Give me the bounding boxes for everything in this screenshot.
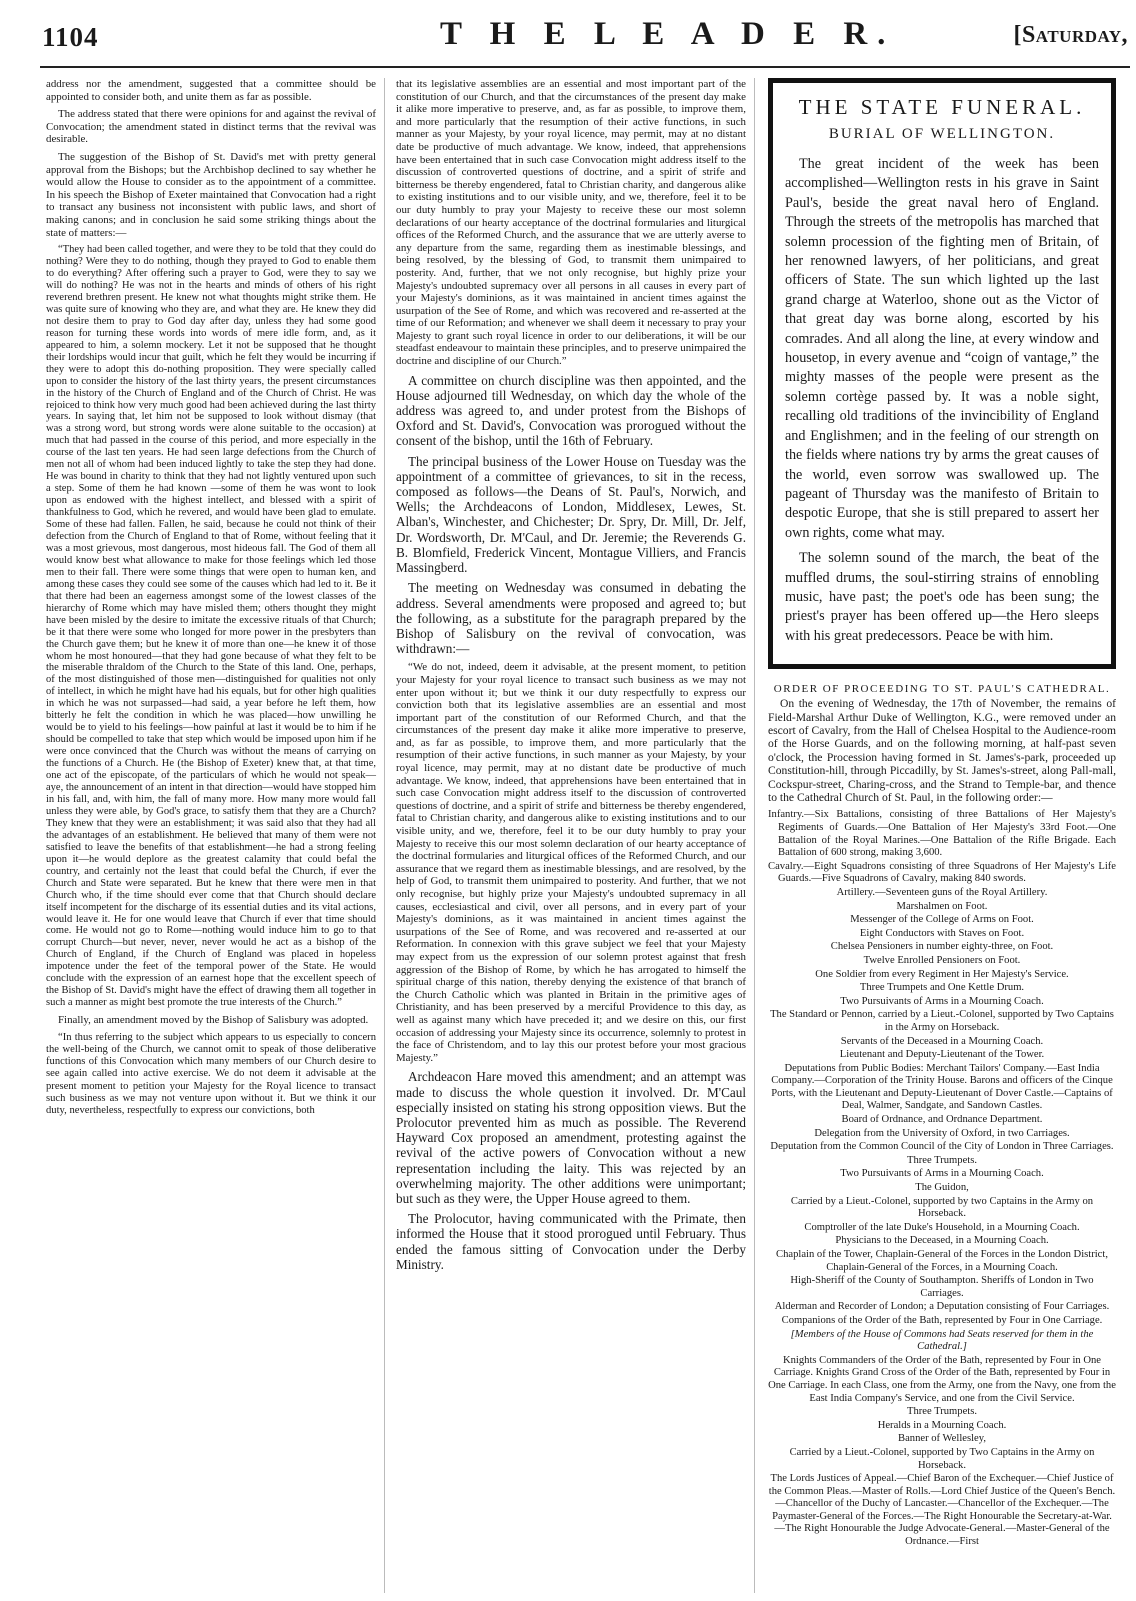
paragraph: that its legislative assemblies are an essential and most important part of the constitution of our Church, and that the circumstances of the present day make it alike more imperative to preserve, and, as far as possible, to improve them, and more particularly that the resumption of their active functions, in such manner as your Majesty, by your royal licence, may permit, may at no distant date be productive of much advantage. We know, indeed, that apprehensions have been entertained that in such case Convocation might address itself to the discussion of controverted questions of doctrine, and a spirit of strife and bitterness be thereby engendered, fatal to Christian charity, and dangerous alike to existing institutions and to our visible unity, and we, therefore, feel it to be our duty humbly to pray your Majesty to receive these our most solemn declarations of our hearty acceptance of the doctrinal formularies and liturgical offices of the Reformed Church, and the assurance that we are utterly averse to any departure from the same, regarding them as inestimable blessings, and being resolved, by the blessing of God, to transmit them unimpaired to posterity. And, further, that we not only recognise, but highly prize your Majesty's undoubted supremacy over all persons in all causes in every part of your Majesty's dominions, as it was maintained in ancient times against the usurpation of the See of Rome, and which was recovered and re-asserted at the time of our Reformation; and whenever we shall deem it necessary to pray your Majesty to grant such royal licence in order to our deliberations, it will be our steadfast endeavour to maintain these principles, and to preserve unimpaired the doctrine and discipline of our Church.” — [396, 78, 746, 368]
issue-day: [Saturday, — [1013, 22, 1128, 48]
list-item: Cavalry.—Eight Squadrons consisting of three Squadrons of Her Majesty's Life Guards.—Five Squadrons of Cavalry, making 840 swords. — [768, 860, 1116, 885]
list-item: Marshalmen on Foot. — [896, 900, 988, 912]
list-item: Deputations from Public Bodies: Merchant Tailors' Company.—East India Company.—Corporation of the Trinity House. Barons and officers of the Cinque Ports, with the Lieutenant and Deputy-Lieutenant of Dover Castle.—Captains of Deal, Walmer, Sandgate, and Sandown Castles. — [771, 1062, 1113, 1112]
list-item: Alderman and Recorder of London; a Deputation consisting of Four Carriages. — [774, 1301, 1110, 1313]
quoted-amendment: “In thus referring to the subject which appears to us especially to concern the well-being of the Church, we cannot omit to speak of those deliberative functions of this Convocation which many members of our Church desire to see again called into active exercise. We do not deem it advisable at the present moment to petition your Majesty for the Royal licence to transact such business as we may not venture upon without it. But we think it our duty, nevertheless, respectfully to express our convictions, both — [46, 1031, 376, 1116]
masthead-title: T H E L E A D E R. — [440, 16, 896, 52]
list-item: Delegation from the University of Oxford, in two Carriages. — [814, 1127, 1070, 1139]
list-item: One Soldier from every Regiment in Her Majesty's Service. — [815, 968, 1069, 980]
list-item: The Lords Justices of Appeal.—Chief Baron of the Exchequer.—Chief Justice of the Common Pleas.—Master of Rolls.—Lord Chief Justice of the Queen's Bench.—Chancellor of the Duchy of Lancaster.—Chancellor of the Exchequer.—The Paymaster-General of the Forces.—The Right Honourable the Secretary-at-War.—The Right Honourable the Judge Advocate-General.—Master-General of the Ordnance.—First — [768, 1473, 1116, 1548]
list-item: Three Trumpets. — [906, 1154, 978, 1166]
column-3 — [768, 78, 1116, 1593]
paragraph: The address stated that there were opinions for and against the revival of Convocation; the amendment stated in distinct terms that the revival was desirable. — [46, 108, 376, 146]
paragraph: The principal business of the Lower House on Tuesday was the appointment of a committee of grievances, to sit in the recess, composed as follows—the Deans of St. Paul's, Norwich, and Wells; the Archdeacons of London, Middlesex, Lewes, St. Alban's, Winchester, and Chichester; Dr. Spry, Dr. Mill, Dr. Jelf, Dr. Wordsworth, Dr. M'Caul, and Dr. Jeremie; the Reverends G. B. Blomfield, Frederick Vincent, Montague Villiers, and Francis Massingberd. — [396, 453, 746, 576]
paragraph: The suggestion of the Bishop of St. David's met with pretty general approval from the Bishops; but the Archbishop declined to say whether he would allow the House to consider as to the appointment of a committee. In his speech the Bishop of Exeter maintained that Convocation had a right to transact any business not inconsistent with public laws, and short of making canons; and in conclusion he said some striking things about the state of matters:— — [46, 150, 376, 239]
funeral-title: THE STATE FUNERAL. — [798, 95, 1086, 119]
list-item: Two Pursuivants of Arms in a Mourning Coach. — [840, 995, 1044, 1007]
page-number: 1104 — [42, 22, 99, 52]
list-item: High-Sheriff of the County of Southampton. Sheriffs of London in Two Carriages. — [790, 1275, 1094, 1299]
page-header — [0, 0, 1136, 70]
list-item: The Guidon, — [915, 1182, 969, 1194]
list-item: Three Trumpets. — [906, 1406, 978, 1418]
paragraph: A committee on church discipline was then appointed, and the House adjourned till Wednesday, on which day the whole of the address was agreed to, and under protest from the Bishops of Oxford and St. David's, Convocation was prorogued without the consent of the bishop, until the 16th of February. — [396, 372, 746, 449]
list-item: Chaplain of the Tower, Chaplain-General of the Forces in the London District, Chaplain-General of the Forces, in a Mourning Coach. — [776, 1249, 1108, 1273]
order-title: ORDER OF PROCEEDING TO ST. PAUL'S CATHEDRAL. — [773, 683, 1111, 696]
list-item: Chelsea Pensioners in number eighty-three, on Foot. — [830, 941, 1054, 953]
list-item: Infantry.—Six Battalions, consisting of three Battalions of Her Majesty's Regiments of Guards.—One Battalion of Her Majesty's 33rd Foot.—One Battalion of the Royal Marines.—One Battalion of the Rifle Brigade. Each Battalion of 600 strong, making 3,600. — [768, 809, 1116, 859]
paragraph: The meeting on Wednesday was consumed in debating the address. Several amendments were proposed and agreed to; but the following, as a substitute for the paragraph prepared by the Bishop of Salisbury on the revival of convocation, was withdrawn:— — [396, 580, 746, 657]
list-item: Messenger of the College of Arms on Foot. — [850, 914, 1034, 926]
list-item: Two Pursuivants of Arms in a Mourning Coach. — [840, 1168, 1044, 1180]
paragraph: address nor the amendment, suggested that a committee should be appointed to consider both, and unite them as far as possible. — [46, 78, 376, 103]
list-item: Carried by a Lieut.-Colonel, supported by two Captains in the Army on Horseback. — [790, 1195, 1094, 1220]
funeral-subtitle: BURIAL OF WELLINGTON. — [828, 126, 1056, 142]
list-item: The Standard or Pennon, carried by a Lieut.-Colonel, supported by Two Captains in the Army on Horseback. — [770, 1009, 1114, 1033]
funeral-paragraph: The great incident of the week has been accomplished—Wellington rests in his grave in Saint Paul's, beside the great naval hero of England. Through the streets of the metropolis has marched that solemn procession of the fighting men of Britain, of her renowned lawyers, of her politicians, and great officers of State. The sun which lighted up the last grand charge at Waterloo, shone out as the Victor of that great day was borne along, escorted by his comrades. And all along the line, at every window and housetop, in every avenue and “coign of vantage,” the mighty masses of the people were present as the solemn cortège passed by. It was a noble sight, recalling old traditions of the invincibility of England and Englishmen; and in the feeling of our strength on the fields where nations try by arms the great causes of the world, even sorrow was swallowed up. The pageant of Thursday was the manifesto of Britain to despotic Europe, that she is still prepared to assert her own rights, come what may. — [785, 156, 1099, 541]
order-intro: On the evening of Wednesday, the 17th of November, the remains of Field-Marshal Arthur Duke of Wellington, K.G., were removed under an escort of Cavalry, from the Hall of Chelsea Hospital to the Audience-room of the Horse Guards, and on the following morning, at half-past seven o'clock, the Procession having formed in St. James's-park, proceeded up Constitution-hill, through Piccadilly, by St. James's-street, along Pall-mall, Cockspur-street, Charing-cross, and the Strand to Temple-bar, and thence to the Cathedral Church of St. Paul, in the following order:— — [768, 697, 1116, 804]
list-item: Carried by a Lieut.-Colonel, supported by Two Captains in the Army on Horseback. — [789, 1446, 1095, 1471]
paragraph: The Prolocutor, having communicated with the Primate, then informed the House that it stood prorogued until February. Thus ended the famous sitting of Convocation under the Derby Ministry. — [396, 1211, 746, 1272]
list-item: Deputation from the Common Council of the City of London in Three Carriages. — [770, 1141, 1114, 1153]
quoted-speech: “They had been called together, and were they to be told that they could do nothing? Were they to do nothing, though they prayed to God to enable them to do everything? After offering such a prayer to God, were they to say we will do nothing? He was not in the hearts and minds of others of his right reverend brethren present. He knew not what thoughts might strike them. He was quite sure of knowing who they are, and what they are. He knew they did not desire them to pray to God day after day, unless they had some good reason for turning these words into words of mere idle form, and, as it appeared to him, a solemn mockery. Let it not be supposed that he thought their lordships would incur that guilt, which he felt they would be incurring if they were to adopt this do-nothing proposition. They were specially called upon to consider the history of the last thirty years, the present circumstances in the history of the Church of England and of the Church of Christ. He was rejoiced to think how very much good had been achieved during the last thirty years. In saying that, let him not be supposed to look without dismay (that was a strong word, but strong words were alone suitable to the occasion) at much that had passed in the course of this period, and more especially in the course of the last ten years. He had seen large defections from the Church of men not all of whom had been induced lightly to take the step they had done. He was bound in charity to think that they had not lightly ventured upon such a step. Some of them he had known —some of them he was wont to look upon as endowed with the highest intellect, and blessed with a spirit of thankfulness to God, which he revered, and would have been glad to emulate. Some of these had fallen. Fallen, he said, because he could not think of their defection from the Church of England to that of Rome, without feeling that it was a most grievous, most dangerous, most hideous fall. The God of them all would know best what allowance to make for those feelings which led those men to their fall. There were some things that were open to human ken, and among these cases they could see some of the causes which had led to it. Be it that there had been an eagerness amongst some of the lowest classes of the hierarchy of Rome which may have misled them; others thought they might have been misled by the desire to imitate the excessive rituals of that Church; be it that there were some who longed for more power in the presbyters than the Church gave them; but he knew it of more than one—he knew it of those whom he most honoured—that they had gone because of what they felt to be the miserable thraldom of the Church to the State of this land. One, perhaps, of the most distinguished of those men—distinguished for qualities not only of intellect, in which he might have had his equals, but for other high qualities in which he was not surpassed—had said, a year before he left them, how bitterly he felt the condition in which he was placed—how unwilling he would be to yield to his feelings—how painful at last it would be to him if he should be compelled to take that step which would be imposed upon him if he were once convinced that the Church was without the means of carrying on the functions of a Church. He (the Bishop of Exeter) knew that, at that time, one act of the episcopate, of the particulars of which he would not speak—aye, the announcement of an intent in that direction—would have stopped him in his fall, and, with him, the fall of many more. How many more would fall unless they were able, by God's grace, to satisfy them that they are a Church? They knew that they were an establishment; it was said also that they had all the advantages of an establishment. He believed that many of them were not satisfied to leave the benefits of that establishment—he had a strong feeling upon it—he would deplore as the greatest calamity that could befal the country, and certainly not the least that could befal the Church, if ever the Church and State were separated. But he knew that there were men in that Church who, if the time should ever come that that Church should declare itself incompetent for the discharge of its essential duties and its vital actions, would leave it. He for one would leave that Church if ever that time should come. He would not go to Rome—nothing would induce him to go to that corrupt Church—but never, never, never would he act as a bishop of the Church of England, if the Church of England was placed in hopeless impotence under the feet of the temporal power of the State. He would conclude with the expression of an earnest hope that the excellent speech of the Bishop of St. David's might have the effect of drawing them all together in such a manner as might best promote the true interests of the Church.” — [46, 244, 376, 1009]
list-item: [Members of the House of Commons had Seats reserved for them in the Cathedral.] — [790, 1328, 1094, 1353]
state-funeral-box — [768, 78, 1116, 669]
order-list — [768, 809, 1116, 1548]
list-item: Knights Commanders of the Order of the Bath, represented by Four in One Carriage. Knights Grand Cross of the Order of the Bath, represented by Four in One Carriage. In each Class, one from the Army, one from the Navy, one from the East India Company's Service, and one from the Civil Service. — [768, 1354, 1116, 1404]
list-item: Three Trumpets and One Kettle Drum. — [859, 982, 1025, 994]
column-1 — [46, 78, 385, 1593]
list-item: Banner of Wellesley, — [898, 1433, 986, 1445]
list-item: Board of Ordnance, and Ordnance Department. — [841, 1114, 1043, 1126]
paragraph: Archdeacon Hare moved this amendment; and an attempt was made to discuss the whole question it involved. Dr. M'Caul especially insisted on stating his strong opposition views. But the Prolocutor prevented him as much as possible. The Reverend Hayward Cox proposed an amendment, protesting against the revival of the active powers of Convocation without a new representation including the laity. This was rejected by an overwhelming majority. The other additions were unimportant; but such as they were, the Upper House agreed to them. — [396, 1069, 746, 1206]
quoted-amendment: “We do not, indeed, deem it advisable, at the present moment, to petition your Majesty for your royal licence to transact such business as we may not enter upon without it; but we think it our duty respectfully to express our conviction both that its legislative assemblies are an essential and most important part of the constitution of our Reformed Church, and that the circumstances of the present day make it alike more imperative to preserve, and, as far as possible, to improve them, and more particularly that the resumption of their active functions, in such manner as your Majesty, by your royal licence, may permit, may at no distant date be productive of much advantage. We know, indeed, that apprehensions have been entertained that in such case Convocation might address itself to the discussion of controverted questions of doctrine, and a spirit of strife and bitterness be thereby engendered, fatal to Christian charity, and dangerous alike to existing institutions and to our visible unity, and we, therefore, feel it to be our duty humbly to pray your Majesty to receive this our most solemn declaration of our hearty acceptance of the doctrinal formularies and liturgical offices of the Reformed Church, and our assurance that we regard them as inestimable blessings, and are resolved, by the help of God, to transmit them unimpaired to posterity. And further, that we not only recognise, but highly prize your Majesty's undoubted supremacy in all causes, ecclesiastical and civil, over all persons, and in every part of your Majesty's dominions, as it was maintained in ancient times against the usurpations of the See of Rome, and was recovered and re-asserted at our Reformation. In connexion with this grave subject we feel that your Majesty may expect from us the expression of our solemn protest against that fresh aggression of the Bishop of Rome, by which he has arrogated to himself the spiritual charge of this nation, thereby denying the existence of that branch of the Church Catholic which was planted in Britain in the primitive ages of Christianity, and has been preserved by a merciful Providence to this day, as well as against many which have preceded it; and we desire on this, our first occasion of addressing your Majesty since its occurrence, solemnly to protest in the face of Christendom, and to lay this our protest before your most gracious Majesty.” — [396, 661, 746, 1064]
list-item: Servants of the Deceased in a Mourning Coach. — [840, 1035, 1044, 1047]
list-item: Heralds in a Mourning Coach. — [877, 1419, 1007, 1431]
list-item: Companions of the Order of the Bath, represented by Four in One Carriage. — [781, 1314, 1103, 1326]
paragraph: Finally, an amendment moved by the Bishop of Salisbury was adopted. — [58, 1014, 369, 1027]
list-item: Eight Conductors with Staves on Foot. — [859, 927, 1025, 939]
list-item: Lieutenant and Deputy-Lieutenant of the Tower. — [839, 1049, 1045, 1061]
list-item: Twelve Enrolled Pensioners on Foot. — [863, 954, 1021, 966]
list-item: Artillery.—Seventeen guns of the Royal Artillery. — [836, 886, 1048, 898]
funeral-paragraph: The solemn sound of the march, the beat of the muffled drums, the soul-stirring strains of ennobling music, have past; the poet's ode has been sung; the priest's prayer has been offered up—the Hero sleeps with his great predecessors. Peace be with him. — [785, 550, 1099, 644]
list-item: Comptroller of the late Duke's Household, in a Mourning Coach. — [804, 1221, 1080, 1233]
header-rule — [40, 66, 1130, 68]
column-2 — [396, 78, 755, 1593]
list-item: Physicians to the Deceased, in a Mourning Coach. — [835, 1235, 1049, 1247]
